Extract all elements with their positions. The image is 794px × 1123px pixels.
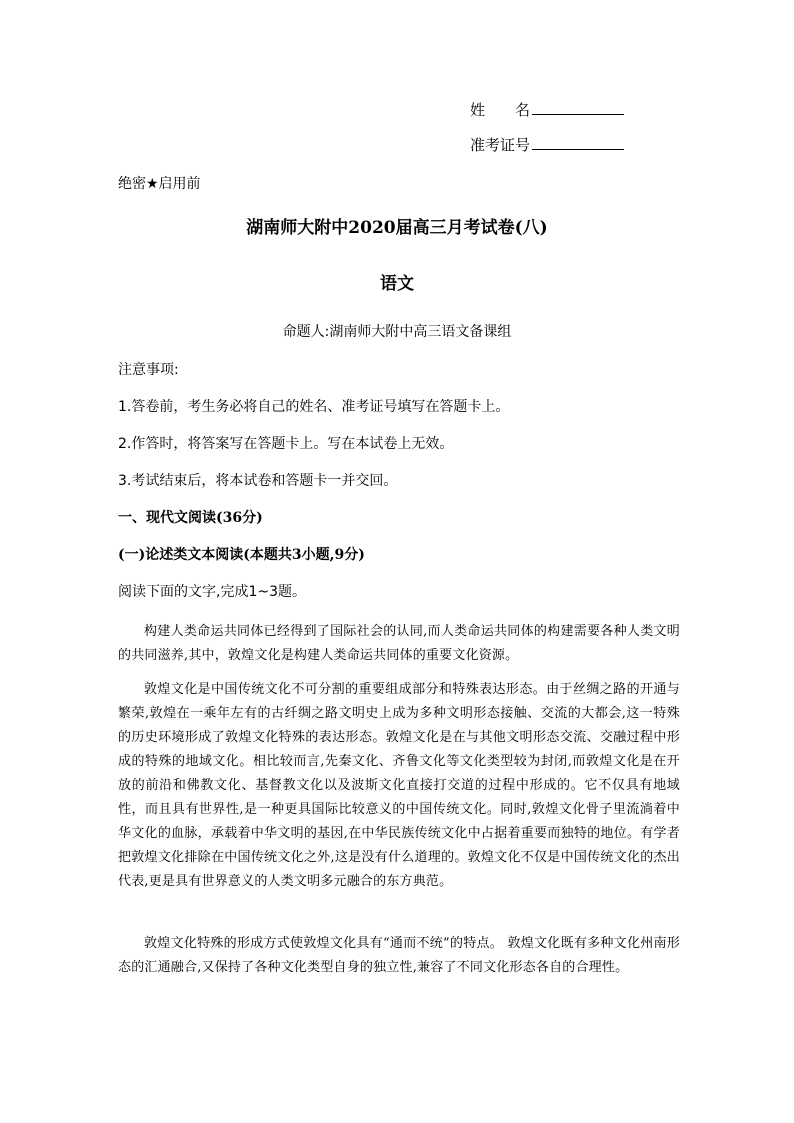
subject-title: 语文 [380, 274, 414, 294]
sub-section-heading: (一)论述类文本阅读(本题共3小题,9分) [118, 547, 365, 563]
name-field [470, 100, 624, 120]
exam-id-label: 准考证号 [470, 136, 531, 154]
name-blank [532, 100, 624, 115]
note-item-2: 2.作答时，将答案写在答题卡上。写在本试卷上无效。 [118, 436, 454, 452]
reading-instruction: 阅读下面的文字,完成1~3题。 [118, 584, 306, 600]
passage-paragraph-1: 构建人类命运共同体已经得到了国际社会的认同,而人类命运共同体的构建需要各种人类文明的共同滋养,其中，敦煌文化是构建人类命运共同体的重要文化资源。 [118, 624, 680, 663]
secret-mark: 绝密★启用前 [118, 176, 201, 192]
passage-paragraph-3: 敦煌文化特殊的形成方式使敦煌文化具有“通而不统”的特点。 敦煌文化既有多种文化州南形态的汇通融合,又保持了各种文化类型自身的独立性,兼容了不同文化形态各自的合理性。 [118, 936, 680, 975]
exam-id-blank [532, 135, 624, 150]
notes-heading: 注意事项: [118, 362, 179, 378]
author-line: 命题人:湖南师大附中高三语文备课组 [282, 324, 512, 340]
exam-id-field [470, 135, 624, 155]
note-item-3: 3.考试结束后，将本试卷和答题卡一并交回。 [118, 473, 398, 489]
exam-title: 湖南师大附中2020届高三月考试卷(八) [246, 218, 548, 238]
section-heading: 一、现代文阅读(36分) [118, 510, 263, 526]
name-label: 姓 名 [470, 101, 531, 119]
note-item-1: 1.答卷前，考生务必将自己的姓名、准考证号填写在答题卡上。 [118, 399, 510, 415]
passage-paragraph-2: 敦煌文化是中国传统文化不可分割的重要组成部分和特殊表达形态。由于丝绸之路的开通与繁荣,敦煌在一乘年左有的古纤绸之路文明史上成为多种文明形态接触、交流的大都会,这一特殊的历史环境形成了敦煌文化特殊的表达形态。敦煌文化是在与其他文明形态交流、交融过程中形成的特殊的地域文化。相比较而言,先秦文化、齐鲁文化等文化类型较为封闭,而敦煌文化是在开放的前沿和佛教文化、基督教文化以及波斯文化直接打交道的过程中形成的。它不仅具有地域性，而且具有世界性,是一种更具国际比较意义的中国传统文化。同时,敦煌文化骨子里流淌着中华文化的血脉，承载着中华文明的基因,在中华民族传统文化中占据着重要而独特的地位。有学者把敦煌文化排除在中国传统文化之外,这是没有什么道理的。敦煌文化不仅是中国传统文化的杰出代表,更是具有世界意义的人类文明多元融合的东方典范。 [118, 682, 680, 889]
